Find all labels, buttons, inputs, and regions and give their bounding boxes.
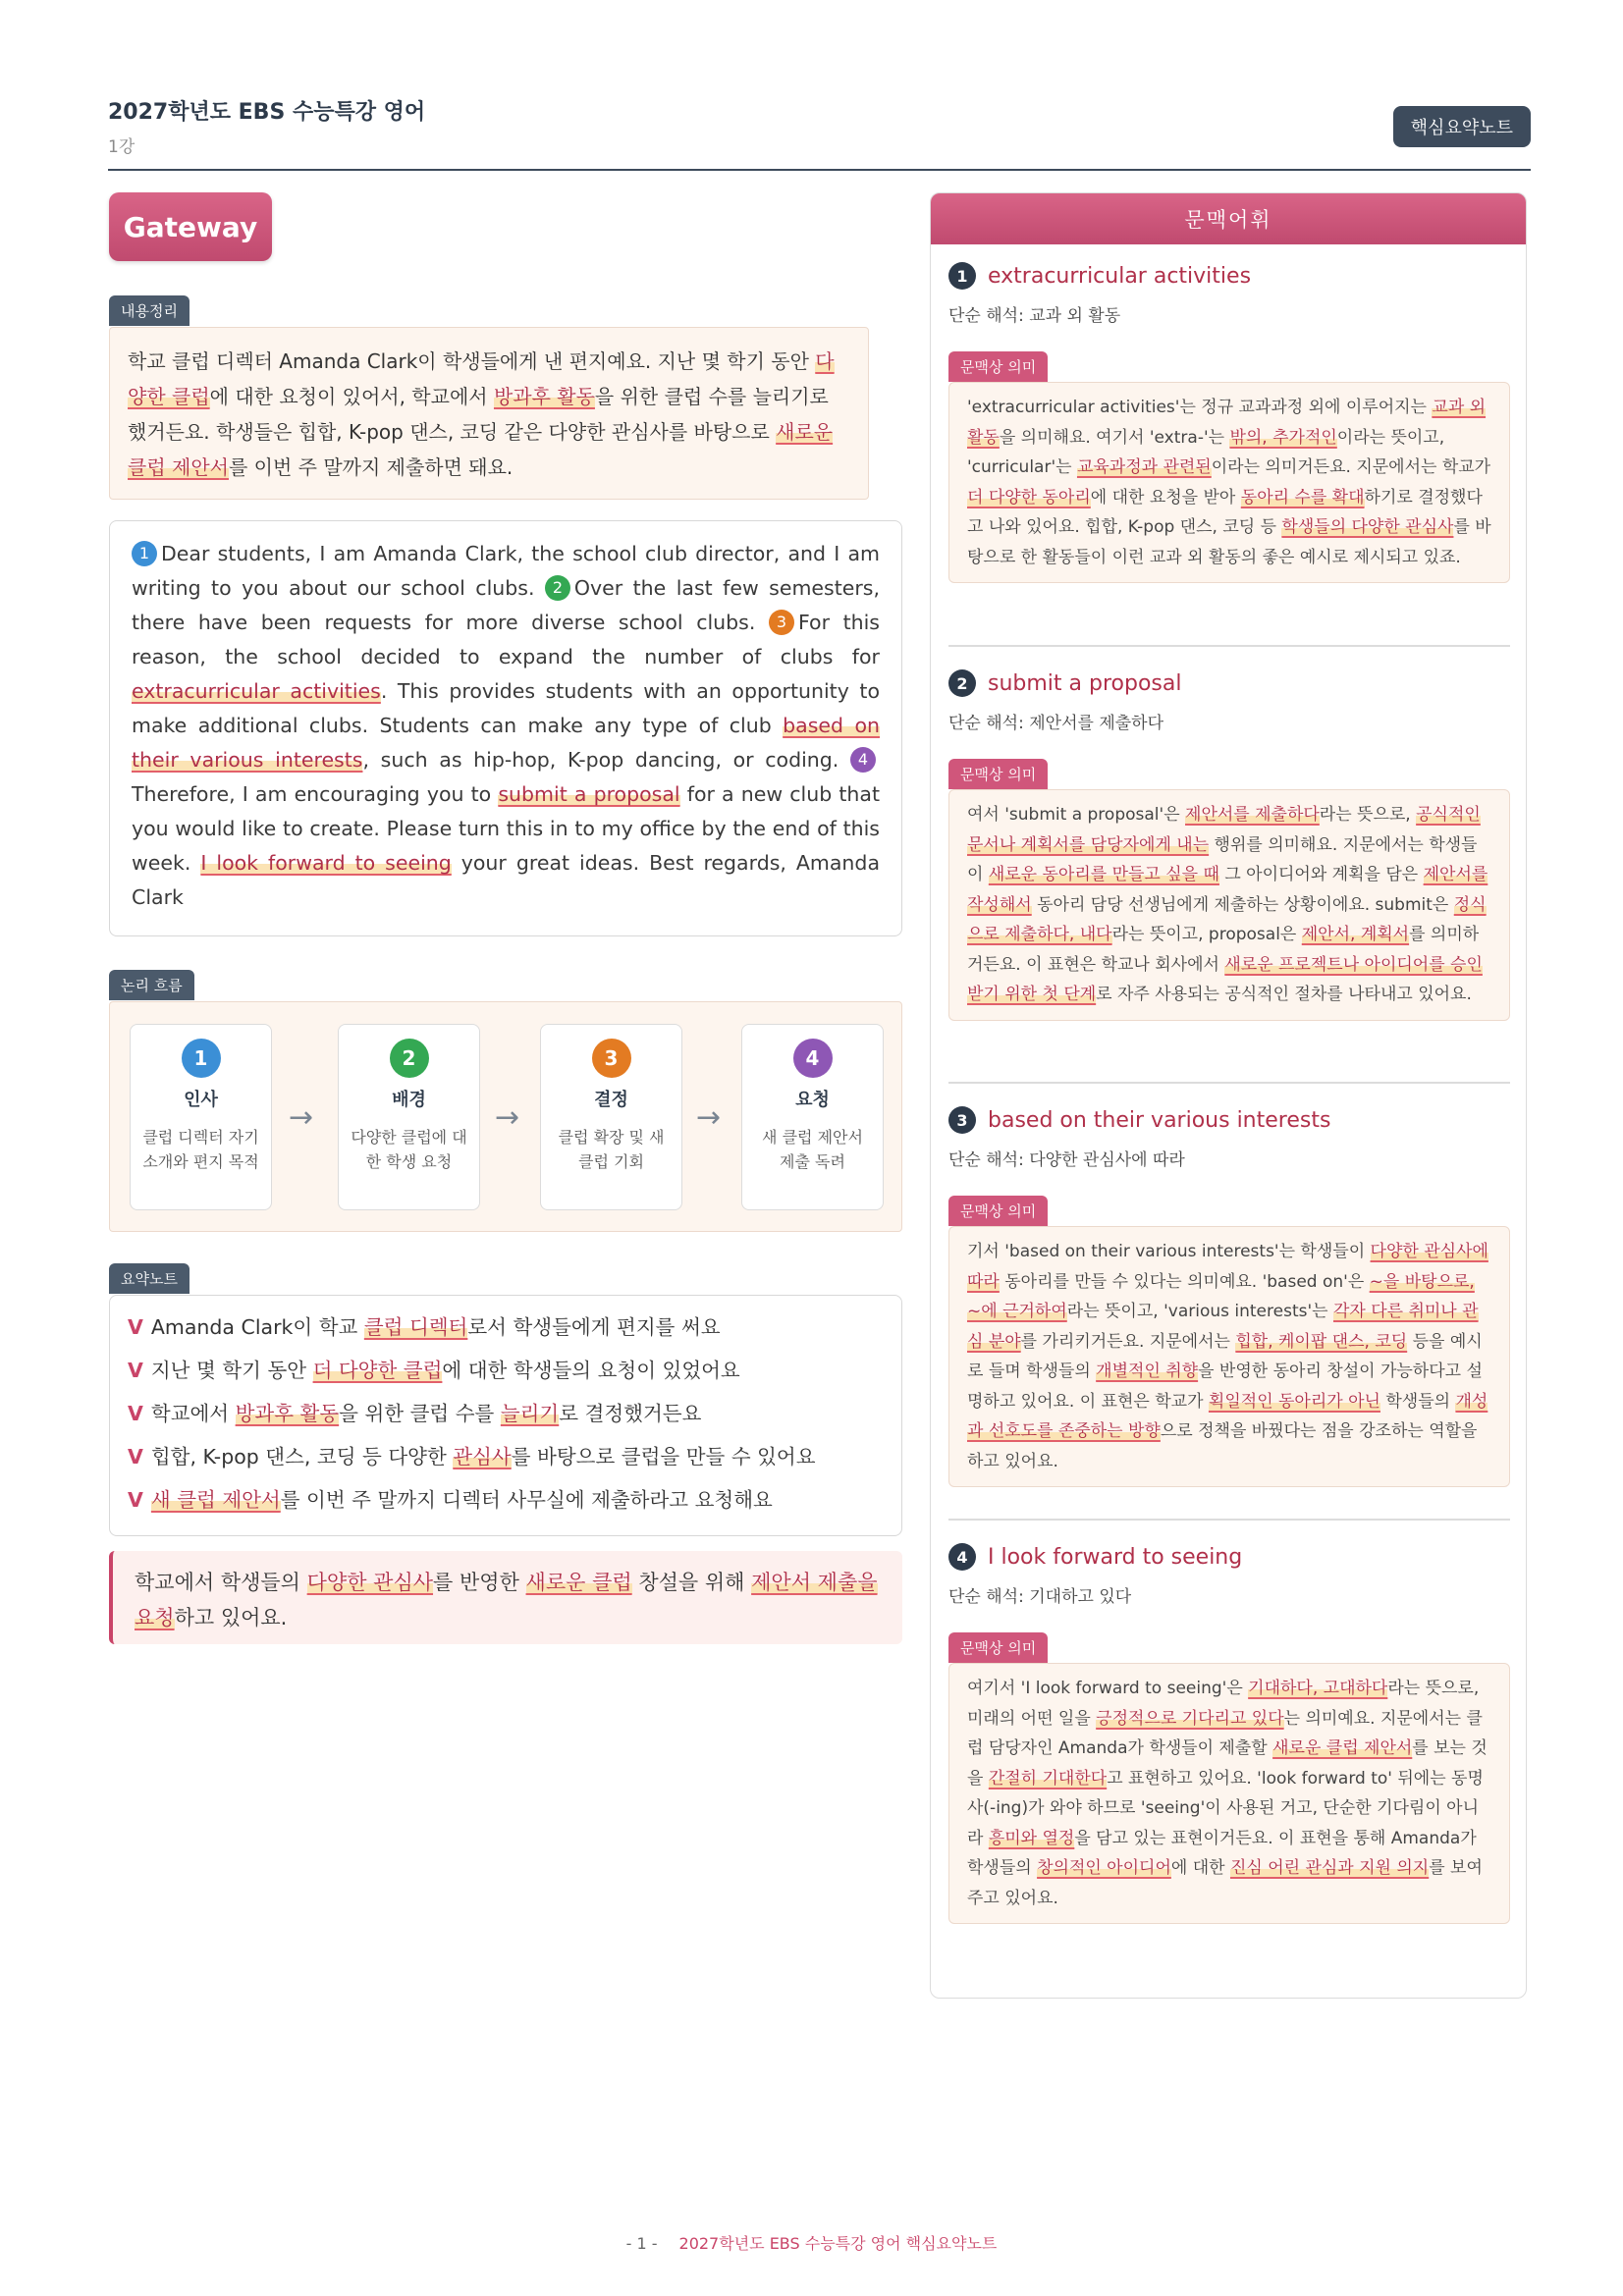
context-text: 으로 정책을 바꿨다는 점을 강조하는 역할을 하고 있어요.: [967, 1421, 1478, 1471]
flow-tag: 논리 흐름: [109, 970, 194, 1000]
context-highlight: 다양한 관심사에 따라: [967, 1242, 1488, 1292]
logic-flow: [109, 1001, 902, 1232]
context-highlight: 획일적인 동아리가 아닌: [1208, 1391, 1380, 1412]
footer-title: 2027학년도 EBS 수능특강 영어 핵심요약노트: [678, 2234, 998, 2253]
context-text: 는 의미예요. 지문에서는 클럽 담당자인 Amanda가 학생들이 제출할: [967, 1708, 1483, 1758]
list-item: [128, 1349, 884, 1392]
context-text: 에 대한: [1170, 1858, 1230, 1878]
context-text: 를 바탕으로 한 활동들이 이런 교과 외 활동의 좋은 예시로 제시되고 있죠.: [967, 517, 1491, 567]
note-text: 로 결정했거든요: [559, 1402, 702, 1425]
summary-highlight: 방과후 활동: [493, 385, 595, 408]
context-highlight: 새로운 프로젝트나 아이디어를 승인받기 위한 첫 단계: [967, 954, 1483, 1004]
context-text: 고 표현하고 있어요. 'look forward to' 뒤에는 동명사(-ing)가 와야 하므로 'seeing'이 사용된 거고, 단순한 기다림이 아니라: [967, 1768, 1484, 1848]
sentence-3: For this reason, the school decided to expand the number of clubs for: [132, 611, 880, 668]
flow-step-desc: 클럽 확장 및 새 클럽 기회: [558, 1128, 665, 1171]
sentence-number-1: 1: [132, 541, 157, 566]
context-text: 동아리 담당 선생님에게 제출하는 상황이에요. submit은: [1031, 894, 1454, 915]
flow-step-1: [130, 1024, 272, 1210]
context-highlight: 창의적인 아이디어: [1037, 1858, 1171, 1878]
flow-step-desc: 새 클럽 제안서 제출 독려: [762, 1128, 863, 1171]
vocab-item-2: [948, 669, 1510, 1021]
conclusion-text: 창설을 위해: [631, 1571, 752, 1594]
context-text: 동아리를 만들 수 있다는 의미예요. 'based on'은: [999, 1271, 1370, 1292]
summary-notes: [109, 1295, 902, 1536]
sentence-number-4: 4: [850, 747, 876, 773]
context-text: 하기로 결정했다고 나와 있어요. 힙합, K-pop 댄스, 코딩 등: [967, 487, 1483, 537]
context-highlight: 정식으로 제출하다, 내다: [967, 894, 1487, 944]
note-text: 를 이번 주 말까지 디렉터 사무실에 제출하라고 요청해요: [280, 1488, 773, 1512]
sentence-3: , such as hip-hop, K-pop dancing, or coding.: [362, 748, 839, 772]
context-text: 여서 'submit a proposal'은: [967, 805, 1186, 825]
context-highlight: 진심 어린 관심과 지원 의지: [1229, 1858, 1430, 1878]
context-text: 'extracurricular activities'는 정규 교과과정 외에 이루어지는: [967, 398, 1433, 417]
passage-highlight: I look forward to seeing: [200, 851, 452, 875]
list-item: [128, 1435, 884, 1478]
gateway-title: Gateway: [109, 192, 272, 261]
context-text: 그 아이디어와 계획을 담은: [1218, 865, 1424, 884]
sentence-number-2: 2: [545, 575, 570, 601]
context-text: 에 대한 요청을 받아: [1090, 487, 1241, 507]
simple-meaning: 다양한 관심사에 따라: [1029, 1150, 1185, 1170]
list-item: [128, 1392, 884, 1435]
context-text: 를 의미하거든요. 이 표현은 학교나 회사에서: [967, 925, 1480, 975]
check-mark-icon: V: [128, 1402, 143, 1425]
vocab-item-4: [948, 1543, 1510, 1924]
context-highlight: 간절히 기대한다: [988, 1768, 1108, 1789]
notes-tag: 요약노트: [109, 1263, 189, 1294]
sentence-3: . This provides students with an opportunity to make additional clubs. Students can make any type of club: [132, 679, 880, 737]
context-highlight: 제안서를 제출하다: [1185, 805, 1320, 825]
lesson-number: 1강: [108, 137, 135, 157]
context-text: 를 보는 것을: [967, 1738, 1488, 1789]
summary-tag: 내용정리: [109, 295, 189, 326]
vocab-number: 3: [948, 1106, 976, 1134]
context-text: 여기서 'I look forward to seeing'은: [967, 1679, 1249, 1698]
context-text: 라는 뜻으로, 미래의 어떤 일을: [967, 1679, 1480, 1729]
header-divider: [108, 169, 1531, 171]
page-number: - 1 -: [625, 2234, 658, 2253]
simple-label: 단순 해석:: [948, 714, 1030, 733]
context-highlight: 흥미와 열정: [988, 1828, 1075, 1848]
flow-step-desc: 클럽 디렉터 자기소개와 편지 목적: [142, 1128, 259, 1171]
note-highlight: 새 클럽 제안서: [150, 1488, 281, 1512]
simple-label: 단순 해석:: [948, 1587, 1030, 1607]
sentence-4: Therefore, I am encouraging you to: [132, 782, 499, 806]
simple-meaning: 교과 외 활동: [1029, 306, 1121, 326]
summary-highlight: 새로운 클럽 제안서: [128, 420, 834, 479]
context-meaning-box: [948, 382, 1510, 583]
vocab-number: 4: [948, 1543, 976, 1571]
context-vocab-panel: [930, 192, 1527, 1999]
list-item: [128, 1306, 884, 1349]
passage-highlight: based on their various interests: [132, 714, 880, 772]
flow-step-4: [741, 1024, 884, 1210]
conclusion-highlight: 제안서 제출을 요청: [135, 1571, 878, 1629]
vocab-divider: [948, 1519, 1510, 1521]
context-highlight: 더 다양한 동아리: [967, 487, 1091, 507]
conclusion-highlight: 다양한 관심사: [306, 1571, 434, 1594]
flow-step-2: [338, 1024, 480, 1210]
context-text: 로 자주 사용되는 공식적인 절차를 나타내고 있어요.: [1096, 985, 1472, 1004]
context-text: 라는 뜻으로,: [1319, 805, 1417, 825]
flow-arrow-icon: →: [696, 1100, 722, 1135]
summary-text: 에 대한 요청이 있어서, 학교에서: [209, 385, 494, 408]
summary-text: 를 이번 주 말까지 제출하면 돼요.: [228, 455, 514, 479]
context-highlight: 제안서, 계획서: [1301, 925, 1410, 944]
conclusion-text: 를 반영한: [433, 1571, 526, 1594]
vocab-number: 2: [948, 669, 976, 697]
flow-step-number: 2: [390, 1039, 429, 1078]
list-item: [128, 1478, 884, 1522]
context-meaning-tag: 문맥상 의미: [948, 351, 1048, 382]
note-highlight: 클럽 디렉터: [363, 1315, 468, 1339]
note-text: Amanda Clark이 학교: [150, 1315, 364, 1339]
simple-label: 단순 해석:: [948, 1150, 1030, 1170]
flow-step-number: 3: [592, 1039, 631, 1078]
vocab-divider: [948, 1082, 1510, 1084]
context-highlight: 개성과 선호도를 존중하는 방향: [967, 1391, 1488, 1441]
context-highlight: 새로운 클럽 제안서: [1272, 1738, 1413, 1758]
check-mark-icon: V: [128, 1488, 143, 1512]
check-mark-icon: V: [128, 1359, 143, 1382]
context-highlight: 제안서를 작성해서: [967, 865, 1488, 915]
context-meaning-tag: 문맥상 의미: [948, 1196, 1048, 1226]
context-meaning-tag: 문맥상 의미: [948, 759, 1048, 789]
context-highlight: 힙합, 케이팝 댄스, 코딩: [1235, 1331, 1408, 1352]
context-meaning-box: [948, 1663, 1510, 1924]
context-text: 라는 뜻이고, proposal은: [1111, 925, 1302, 944]
context-text: 학생들의: [1380, 1391, 1456, 1412]
note-text: 학교에서: [150, 1402, 236, 1425]
vocab-divider: [948, 645, 1510, 647]
flow-arrow-icon: →: [289, 1100, 314, 1135]
passage-highlight: extracurricular activities: [132, 679, 381, 703]
context-highlight: ~을 바탕으로, ~에 근거하여: [967, 1271, 1475, 1321]
context-highlight: 개별적인 취향: [1096, 1362, 1199, 1381]
vocab-item-3: [948, 1106, 1510, 1487]
context-highlight: 새로운 동아리를 만들고 싶을 때: [988, 865, 1219, 884]
sentence-4: for a new club that you would like to create. Please turn this in to my office by the end of this week.: [132, 782, 880, 875]
context-highlight: 각자 다른 취미나 관심 분야: [967, 1302, 1479, 1352]
flow-step-3: [540, 1024, 682, 1210]
passage-highlight: submit a proposal: [498, 782, 680, 806]
context-text: 을 의미해요. 여기서 'extra-'는: [999, 427, 1230, 448]
simple-label: 단순 해석:: [948, 306, 1030, 326]
context-text: 행위를 의미해요. 지문에서는 학생들이: [967, 834, 1478, 884]
context-text: 을 담고 있는 표현이거든요. 이 표현을 통해 Amanda가 학생들의: [967, 1828, 1477, 1878]
summary-box: [109, 327, 869, 500]
simple-meaning: 기대하고 있다: [1029, 1587, 1132, 1607]
conclusion-text: 하고 있어요.: [174, 1606, 288, 1629]
context-text: 라는 뜻이고, 'various interests'는: [1066, 1302, 1333, 1321]
note-text: 지난 몇 학기 동안: [150, 1359, 313, 1382]
flow-step-title: 인사: [184, 1090, 218, 1110]
document-title: 2027학년도 EBS 수능특강 영어: [108, 100, 426, 125]
context-highlight: 학생들의 다양한 관심사: [1281, 517, 1454, 537]
page-footer: [0, 2231, 1623, 2254]
flow-step-number: 1: [182, 1039, 221, 1078]
context-text: 을 반영한 동아리 창설이 가능하다고 설명하고 있어요. 이 표현은 학교가: [967, 1362, 1483, 1412]
sentence-4: your great ideas. Best regards, Amanda Clark: [132, 851, 881, 909]
summary-text: 학교 클럽 디렉터 Amanda Clark이 학생들에게 낸 편지예요. 지난 몇 학기 동안: [128, 349, 816, 373]
passage-box: [109, 520, 902, 936]
context-highlight: 긍정적으로 기다리고 있다: [1096, 1708, 1284, 1729]
vocab-term: I look forward to seeing: [988, 1544, 1243, 1570]
conclusion-highlight: 새로운 클럽: [525, 1571, 632, 1594]
context-meaning-box: [948, 1226, 1510, 1487]
sentence-number-3: 3: [769, 610, 794, 635]
note-highlight: 관심사: [453, 1445, 512, 1468]
note-type-badge: 핵심요약노트: [1393, 106, 1531, 147]
note-text: 를 바탕으로 클럽을 만들 수 있어요: [511, 1445, 816, 1468]
sentence-1: Dear students, I am Amanda Clark, the school club director, and I am writing to you about our school clubs.: [132, 542, 880, 600]
flow-step-number: 4: [793, 1039, 833, 1078]
vocab-term: based on their various interests: [988, 1107, 1331, 1133]
summary-highlight: 다양한 클럽: [128, 349, 835, 408]
note-text: 힙합, K-pop 댄스, 코딩 등 다양한: [150, 1445, 454, 1468]
context-text: 를 가리키거든요. 지문에서는: [1020, 1331, 1236, 1352]
flow-step-title: 배경: [392, 1090, 426, 1110]
note-highlight: 방과후 활동: [235, 1402, 340, 1425]
context-meaning-box: [948, 789, 1510, 1021]
sentence-2: Over the last few semesters, there have been requests for more diverse school clubs.: [132, 576, 880, 634]
context-meaning-tag: 문맥상 의미: [948, 1632, 1048, 1663]
context-highlight: 기대하다, 고대하다: [1248, 1679, 1388, 1698]
note-highlight: 더 다양한 클럽: [312, 1359, 443, 1382]
context-highlight: 교육과정과 관련된: [1076, 457, 1212, 477]
conclusion-box: [109, 1551, 902, 1644]
context-text: 등을 예시로 들며 학생들의: [967, 1331, 1483, 1381]
context-highlight: 동아리 수를 확대: [1240, 487, 1365, 507]
vocab-number: 1: [948, 262, 976, 290]
vocab-item-1: [948, 262, 1510, 583]
summary-text: 을 위한 클럽 수를 늘리기로 했거든요. 학생들은 힙합, K-pop 댄스, 코딩 같은 다양한 관심사를 바탕으로: [128, 385, 829, 444]
flow-step-desc: 다양한 클럽에 대한 학생 요청: [351, 1128, 467, 1171]
vocab-term: extracurricular activities: [988, 263, 1252, 289]
context-vocab-header: 문맥어휘: [931, 193, 1526, 244]
context-text: 를 보여주고 있어요.: [967, 1858, 1483, 1908]
context-text: 이라는 의미거든요. 지문에서는 학교가: [1211, 457, 1491, 477]
context-text: 이라는 뜻이고, 'curricular'는: [967, 427, 1445, 477]
note-highlight: 늘리기: [500, 1402, 560, 1425]
note-text: 에 대한 학생들의 요청이 있었어요: [442, 1359, 740, 1382]
note-text: 로서 학생들에게 편지를 써요: [467, 1315, 721, 1339]
simple-meaning: 제안서를 제출하다: [1029, 714, 1164, 733]
context-highlight: 공식적인 문서나 계획서를 담당자에게 내는: [967, 805, 1481, 855]
flow-step-title: 결정: [594, 1090, 628, 1110]
note-text: 을 위한 클럽 수를: [339, 1402, 501, 1425]
vocab-term: submit a proposal: [988, 670, 1182, 696]
flow-step-title: 요청: [795, 1090, 830, 1110]
context-text: 기서 'based on their various interests'는 학생들이: [967, 1242, 1371, 1261]
check-mark-icon: V: [128, 1315, 143, 1339]
check-mark-icon: V: [128, 1445, 143, 1468]
context-highlight: 교과 외 활동: [967, 398, 1487, 448]
context-highlight: 밖의, 추가적인: [1229, 427, 1337, 448]
flow-arrow-icon: →: [495, 1100, 520, 1135]
conclusion-text: 학교에서 학생들의: [135, 1571, 307, 1594]
